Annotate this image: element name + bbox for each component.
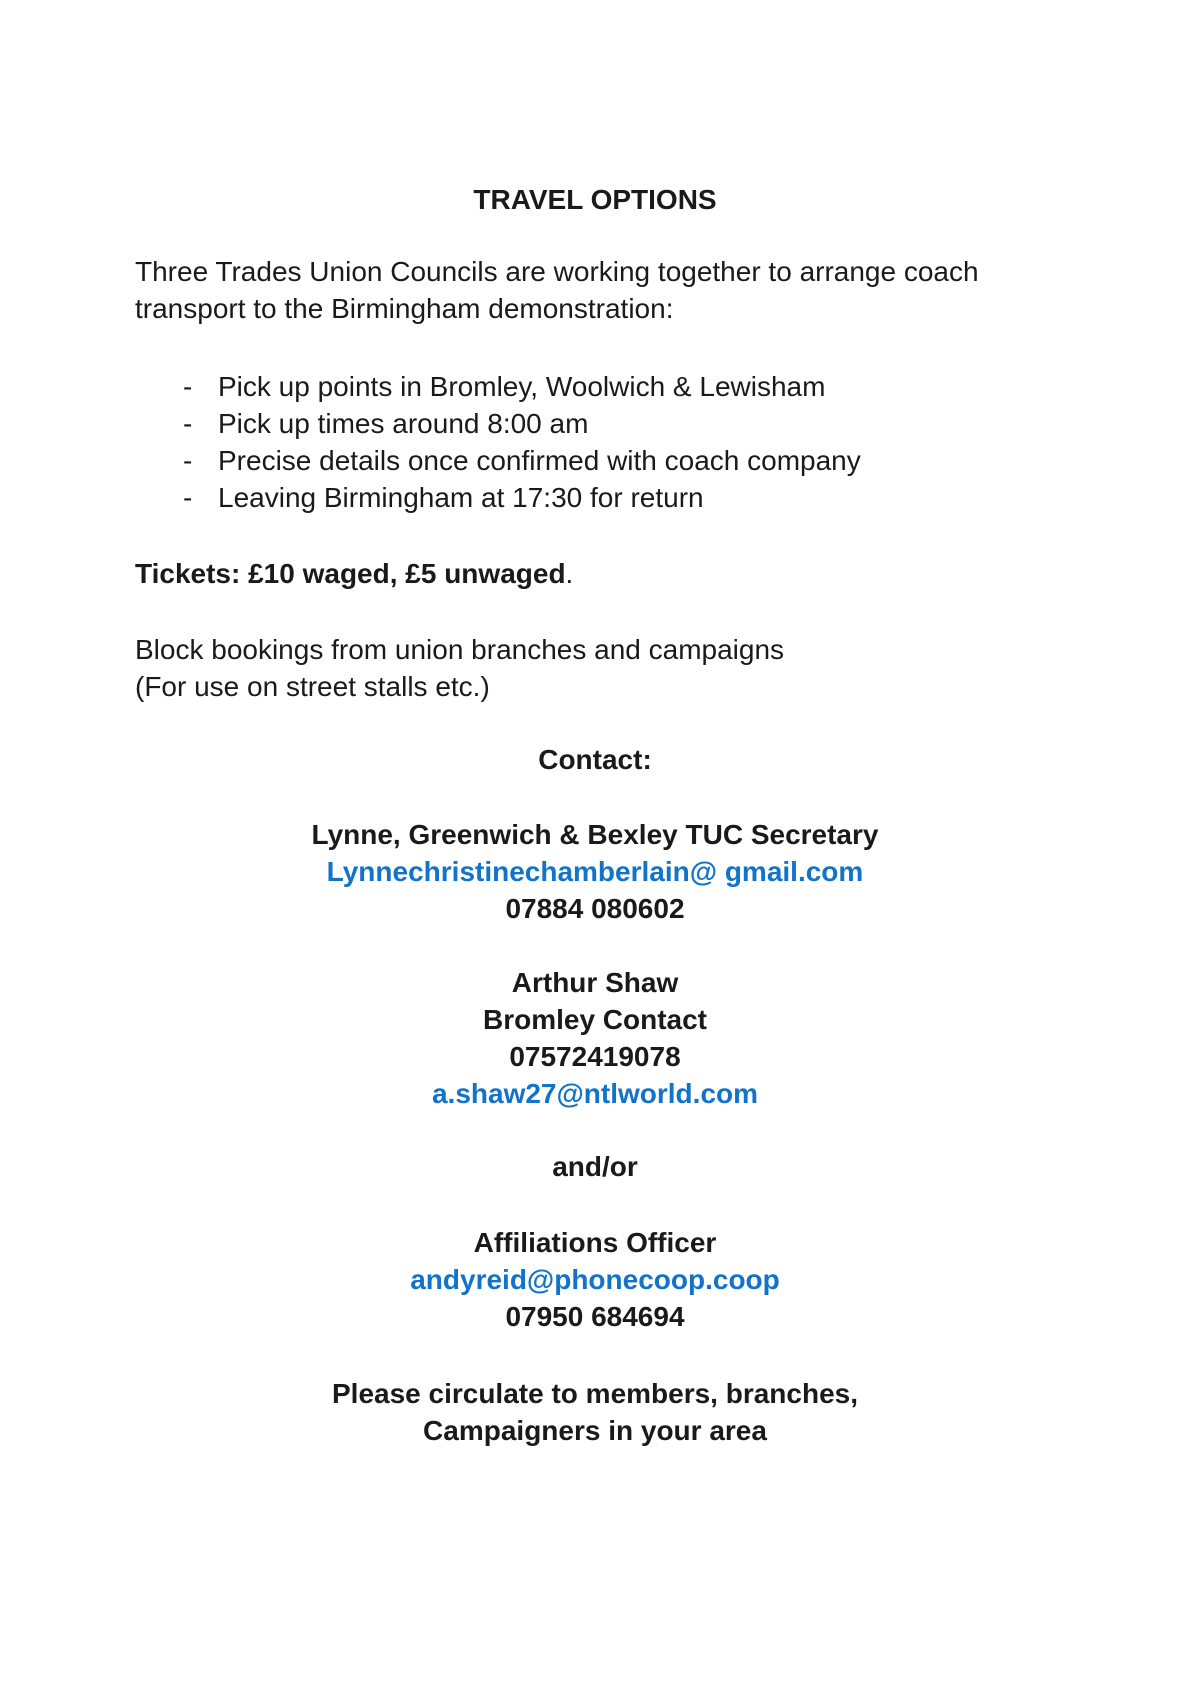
intro-line-1: Three Trades Union Councils are working together to arrange coach: [135, 256, 979, 287]
tickets-period: .: [565, 558, 574, 589]
contact-heading: Contact:: [538, 744, 652, 775]
contact-name: Lynne, Greenwich & Bexley TUC Secretary: [311, 819, 879, 850]
contact-role: Bromley Contact: [482, 1004, 708, 1035]
bullet-marker: -: [183, 408, 193, 439]
bullet-text: Precise details once confirmed with coach company: [218, 445, 861, 476]
contact-block-affiliations: [135, 1224, 1055, 1335]
bullet-text: Pick up points in Bromley, Woolwich & Lewisham: [218, 371, 826, 402]
contact-block-lynne: [135, 816, 1055, 927]
email-link-lynne[interactable]: Lynnechristinechamberlain@ gmail.com: [326, 856, 864, 887]
bullet-marker: -: [183, 445, 193, 476]
contact-phone: 07884 080602: [505, 893, 685, 924]
bullet-text: Pick up times around 8:00 am: [218, 408, 589, 439]
contact-name: Arthur Shaw: [511, 967, 679, 998]
list-item: [135, 479, 1055, 516]
email-link-arthur[interactable]: a.shaw27@ntlworld.com: [431, 1078, 759, 1109]
contact-phone: 07950 684694: [505, 1301, 685, 1332]
list-item: [135, 442, 1055, 479]
list-item: [135, 405, 1055, 442]
tickets-price-text: Tickets: £10 waged, £5 unwaged: [135, 558, 566, 589]
list-item: [135, 368, 1055, 405]
contact-role: Affiliations Officer: [473, 1227, 717, 1258]
bullet-text: Leaving Birmingham at 17:30 for return: [218, 482, 704, 513]
tickets-line: [135, 555, 1055, 592]
block-bookings-line: Block bookings from union branches and campaigns: [135, 634, 785, 665]
contact-phone: 07572419078: [509, 1041, 681, 1072]
bullet-marker: -: [183, 371, 193, 402]
email-link-affiliations[interactable]: andyreid@phonecoop.coop: [410, 1264, 780, 1295]
block-bookings-paragraph: [135, 631, 1055, 705]
travel-details-list: [135, 368, 1055, 516]
closing-line-1: Please circulate to members, branches,: [331, 1378, 859, 1409]
intro-paragraph: [135, 253, 1055, 327]
contact-block-arthur: [135, 964, 1055, 1112]
and-or-separator: and/or: [552, 1151, 638, 1182]
closing-line-2: Campaigners in your area: [423, 1415, 767, 1446]
closing-message: [135, 1375, 1055, 1449]
bullet-marker: -: [183, 482, 193, 513]
intro-line-2: transport to the Birmingham demonstration:: [135, 293, 674, 324]
page-title: TRAVEL OPTIONS: [473, 184, 717, 215]
street-stalls-line: (For use on street stalls etc.): [135, 671, 490, 702]
